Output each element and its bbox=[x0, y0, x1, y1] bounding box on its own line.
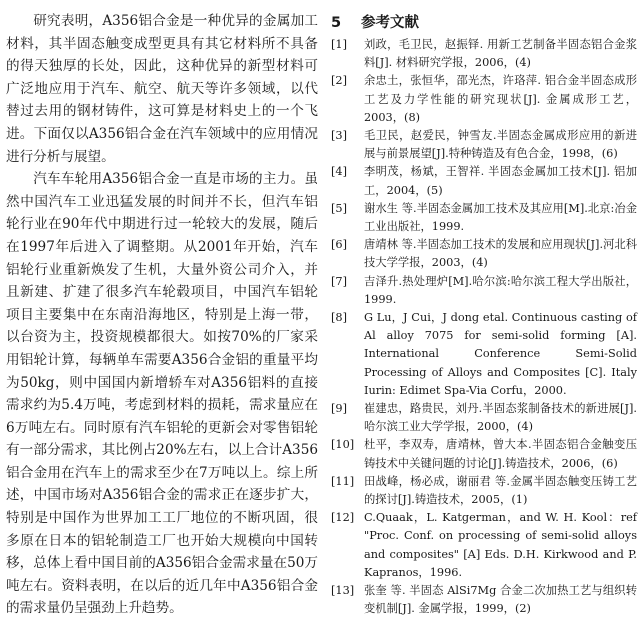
references-heading bbox=[331, 12, 637, 34]
reference-item bbox=[331, 236, 637, 272]
reference-item bbox=[331, 309, 637, 400]
reference-item bbox=[331, 72, 637, 127]
reference-list bbox=[331, 36, 637, 619]
reference-number: [11] bbox=[331, 474, 355, 488]
section-title: 参考文献 bbox=[361, 15, 419, 31]
reference-text: 唐靖林 等.半固态加工技术的发展和应用现状[J].河北科技大学学报，2003，(4) bbox=[364, 238, 637, 270]
reference-item bbox=[331, 400, 637, 436]
reference-item bbox=[331, 436, 637, 472]
reference-item bbox=[331, 200, 637, 236]
reference-number: [5] bbox=[331, 201, 348, 215]
reference-text: 崔建忠，路贵民，刘丹.半固态浆制备技术的新进展[J]. 哈尔滨工业大学学报，2000，(4) bbox=[364, 402, 637, 434]
reference-text: 吉泽升.热处理炉[M].哈尔滨:哈尔滨工程大学出版社，1999. bbox=[364, 274, 637, 306]
reference-number: [2] bbox=[331, 74, 348, 88]
reference-item bbox=[331, 509, 637, 582]
reference-number: [8] bbox=[331, 311, 348, 325]
section-number: 5 bbox=[331, 15, 342, 31]
body-paragraph: 汽车车轮用A356铝合金一直是市场的主力。虽然中国汽车工业迅猛发展的时间并不长，但汽车铝轮行业在90年代中期进行过一轮较大的发展，随后在1997年后进入了调整期。从2001年开始，汽车铝轮行业重新焕发了生机，大量外资公司介入，并且新建、扩建了很多汽车轮毂项目，中国汽车铝轮项目主要集中在东南沿海地区，特别是上海一带，以台资为主，投资规模都很大。如按70%的厂家采用铝轮计算，每辆单车需要A356合金铝的重量平均为50kg，则中国国内新增轿车对A356铝料的直接需求约为5.4万吨，考虑到材料的损耗，需求量应在6万吨左右。同时原有汽车铝轮的更新会对零售铝轮有一部分需求，其比例占20%左右，以上合计A356铝合金用在汽车上的需求至少在7万吨以上。综上所述，中国市场对A356铝合金的需求正在逐步扩大，特别是中国作为世界加工工厂地位的不断巩固，很多原在日本的铝轮制造工厂也开始大规模向中国转移，总体上看中国目前的A356铝合金需求量在50万吨左右。资料表明，在以后的近几年中A356铝合金的需求量仍呈强劲上升趋势。 bbox=[6, 171, 318, 617]
reference-number: [12] bbox=[331, 511, 355, 525]
reference-number: [9] bbox=[331, 402, 348, 416]
reference-item bbox=[331, 582, 637, 618]
reference-item bbox=[331, 473, 637, 509]
reference-number: [13] bbox=[331, 584, 355, 598]
reference-number: [6] bbox=[331, 238, 348, 252]
reference-number: [4] bbox=[331, 165, 348, 179]
reference-text: 刘政，毛卫民，赵振铎. 用新工艺制备半固态铝合金浆料[J]. 材料研究学报，2006，(4) bbox=[364, 38, 637, 70]
reference-number: [1] bbox=[331, 38, 348, 51]
reference-number: [10] bbox=[331, 438, 355, 452]
reference-text: C.Quaak，L. Katgerman，and W. H. Kool：ref "Proc. Conf. on processing of semi-solid alloys and composites" [A] Eds. D.H. Kirkwood and P. Kapranos，1996. bbox=[364, 511, 637, 579]
body-text-column bbox=[6, 10, 318, 620]
body-paragraph: 研究表明，A356铝合金是一种优异的金属加工材料，其半固态触变成型更具有其它材料所不具备的得天独厚的长处，因此，这种优异的新型材料可广泛地应用于汽车、航空、航天等许多领域，以代替过去用的钢材铸件，这可算是材料史上的一个飞进。下面仅以A356铝合金在汽车领域中的应用情况进行分析与展望。 bbox=[6, 13, 318, 165]
reference-number: [7] bbox=[331, 274, 348, 288]
reference-number: [3] bbox=[331, 129, 348, 143]
reference-text: 张奎 等. 半固态 AlSi7Mg 合金二次加热工艺与组织转变机制[J]. 金属学报，1999，(2) bbox=[364, 584, 637, 616]
reference-text: 杜平，李双寿，唐靖林，曾大本.半固态铝合金触变压铸技术中关键问题的讨论[J].铸造技术，2006，(6) bbox=[364, 438, 637, 470]
reference-text: 毛卫民，赵爱民，钟雪友.半固态金属成形应用的新进展与前景展望[J].特种铸造及有色合金，1998，(6) bbox=[364, 129, 637, 161]
reference-text: 田战峰，杨必成，谢丽君 等.金属半固态触变压铸工艺的探讨[J].铸造技术，2005，(1) bbox=[364, 474, 637, 507]
reference-text: 谢水生 等.半固态金属加工技术及其应用[M].北京:冶金工业出版社，1999. bbox=[364, 201, 637, 234]
reference-item bbox=[331, 273, 637, 309]
references-column bbox=[331, 12, 637, 619]
reference-item bbox=[331, 36, 637, 72]
reference-text: 余忠土，张恒华，邵光杰，许珞萍. 铝合金半固态成形工艺及力学性能的研究现状[J]. 金属成形工艺，2003，(8) bbox=[364, 74, 637, 124]
reference-item bbox=[331, 163, 637, 199]
reference-text: 李明茂，杨斌，王智祥. 半固态金属加工技术[J]. 铝加工，2004，(5) bbox=[364, 165, 637, 197]
reference-text: G Lu，J Cui，J dong etal. Continuous casting of Al alloy 7075 for semi-solid forming [A]. International Conference Semi-Solid Processing of Alloys and Composites [C]. Italy Iurin: Edimet Spa-Via Corfu，2000. bbox=[364, 311, 637, 397]
reference-item bbox=[331, 127, 637, 163]
